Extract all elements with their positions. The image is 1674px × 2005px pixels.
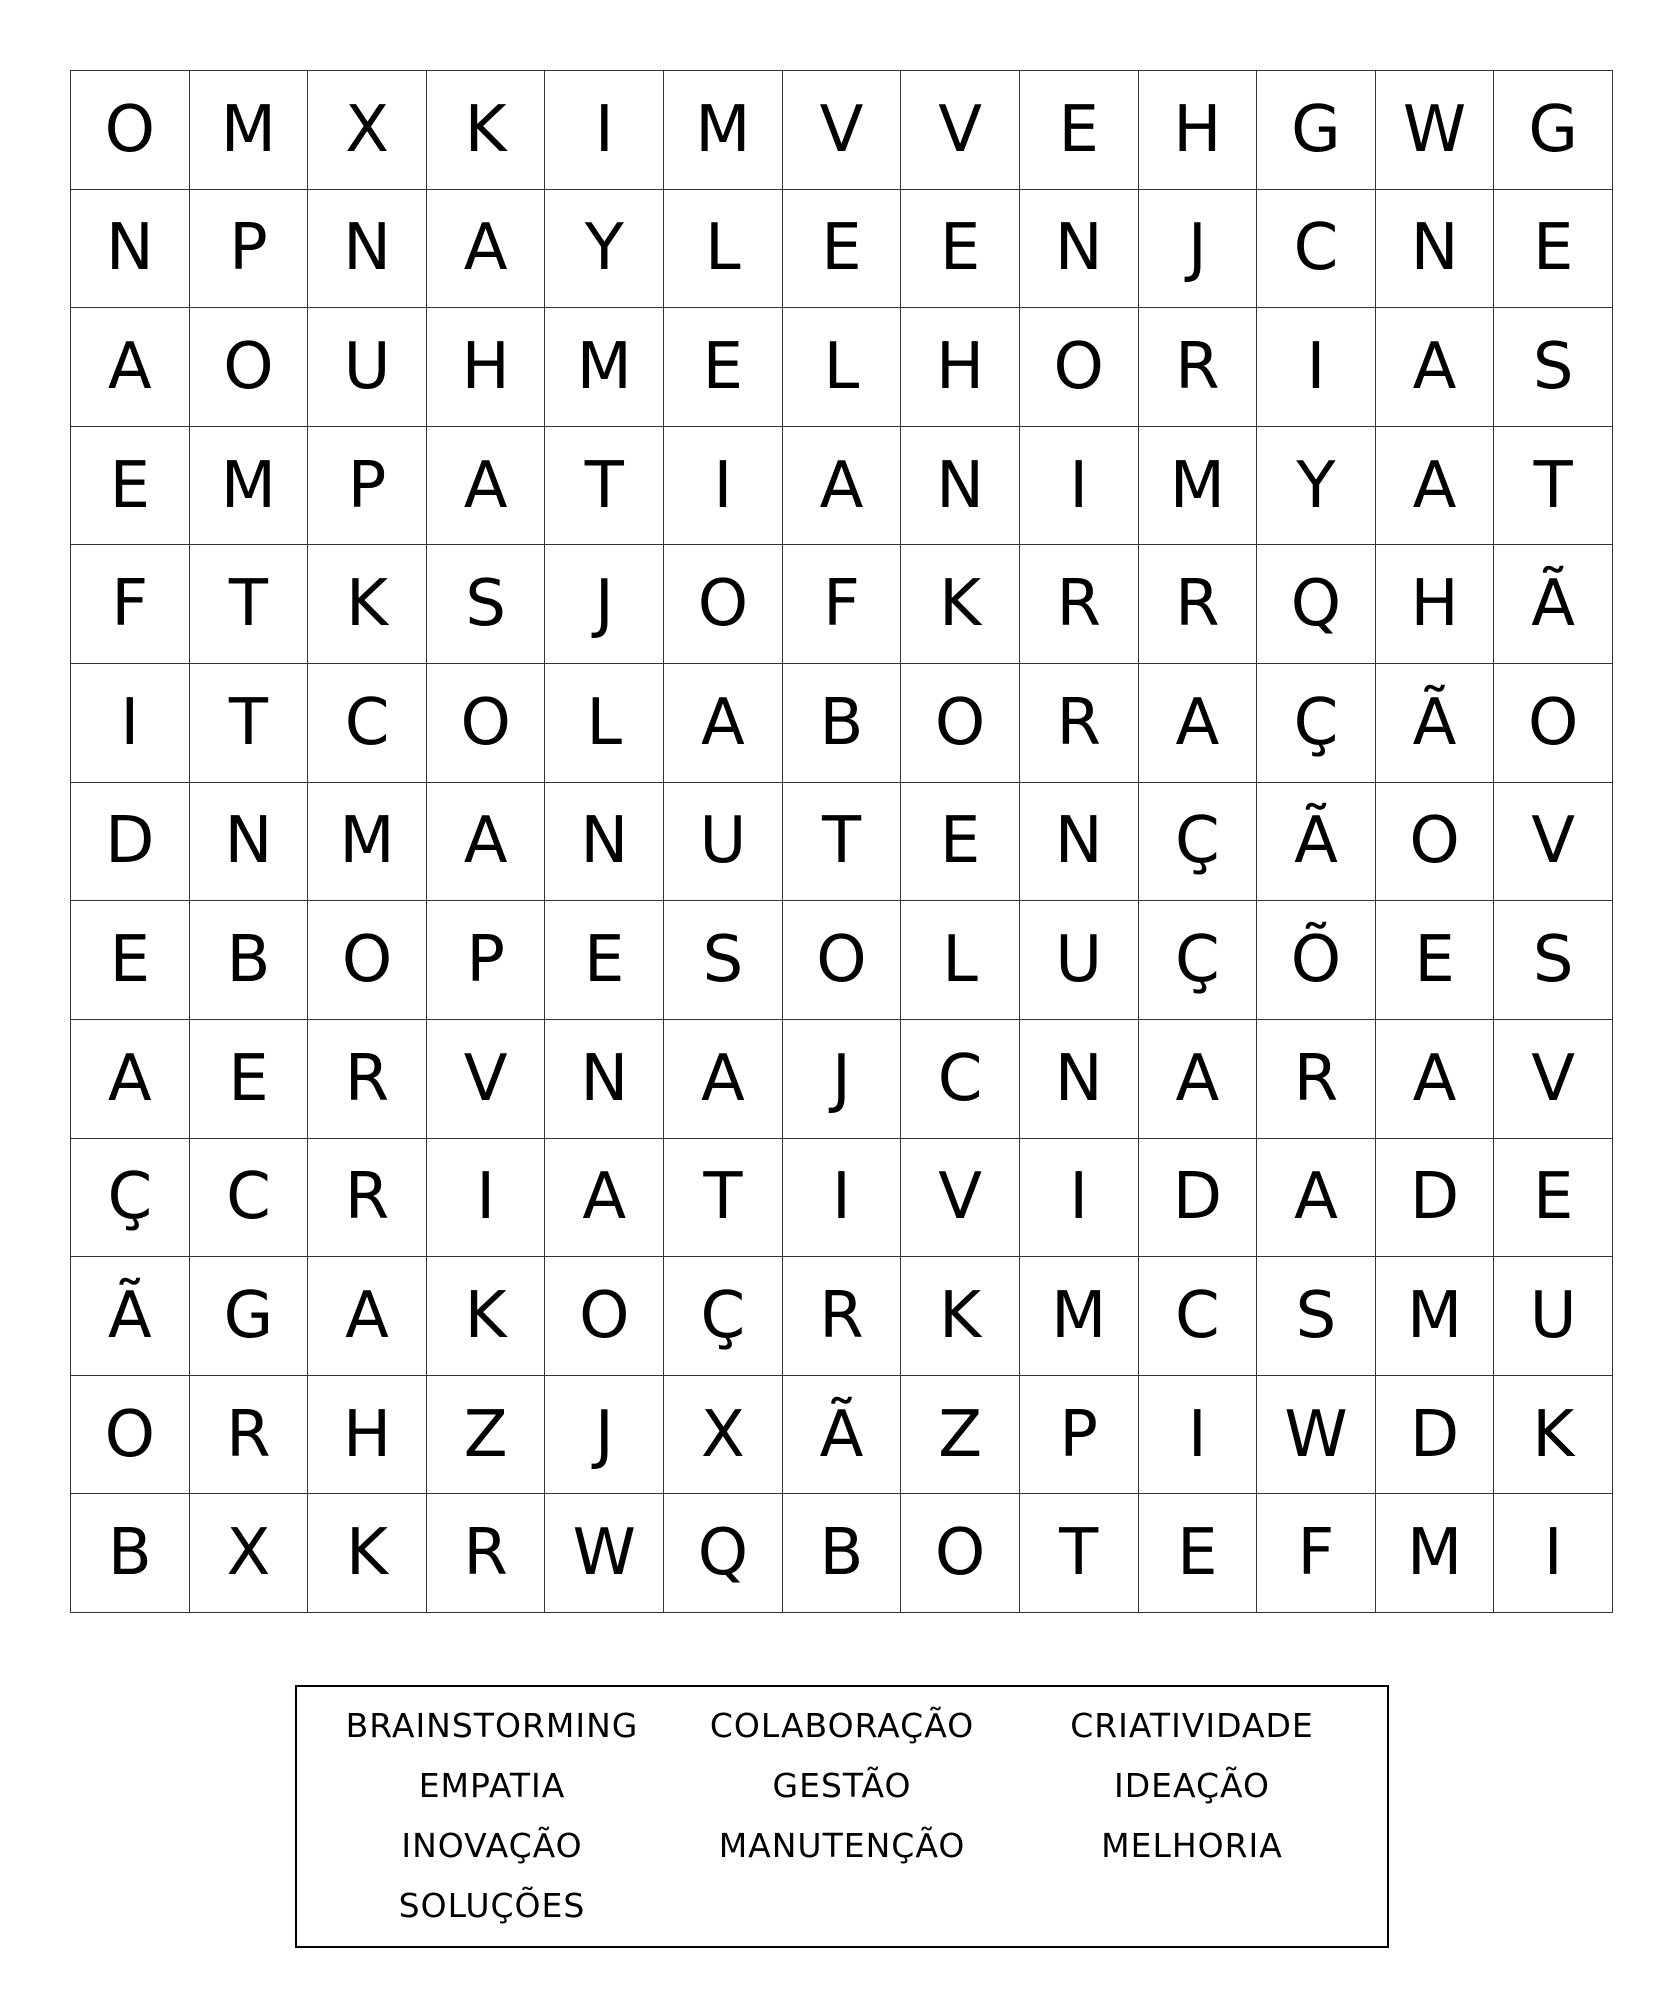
grid-cell[interactable]: R [190, 1376, 309, 1495]
grid-cell[interactable]: E [1494, 190, 1613, 309]
grid-cell[interactable]: A [545, 1139, 664, 1258]
grid-cell[interactable]: J [545, 545, 664, 664]
grid-cell[interactable]: M [545, 308, 664, 427]
grid-cell[interactable]: H [1376, 545, 1495, 664]
grid-cell[interactable]: D [1376, 1139, 1495, 1258]
grid-cell[interactable]: K [427, 1257, 546, 1376]
grid-cell[interactable]: H [1139, 71, 1258, 190]
word-bank-word: MELHORIA [1101, 1826, 1283, 1865]
grid-cell[interactable]: S [1257, 1257, 1376, 1376]
grid-cell[interactable]: L [901, 901, 1020, 1020]
grid-cell[interactable]: A [1376, 1020, 1495, 1139]
grid-cell[interactable]: T [664, 1139, 783, 1258]
grid-cell[interactable]: E [1020, 71, 1139, 190]
grid-cell[interactable]: P [308, 427, 427, 546]
grid-cell[interactable]: W [1376, 71, 1495, 190]
grid-cell[interactable]: Q [664, 1494, 783, 1613]
grid-cell[interactable]: M [308, 783, 427, 902]
grid-cell[interactable]: F [783, 545, 902, 664]
word-bank-word: BRAINSTORMING [345, 1706, 639, 1745]
grid-cell[interactable]: E [1139, 1494, 1258, 1613]
grid-cell[interactable]: O [664, 545, 783, 664]
grid-cell[interactable]: I [664, 427, 783, 546]
word-bank-word: CRIATIVIDADE [1070, 1706, 1314, 1745]
grid-cell[interactable]: X [190, 1494, 309, 1613]
grid-cell[interactable]: G [1257, 71, 1376, 190]
grid-cell[interactable]: Ã [71, 1257, 190, 1376]
grid-cell[interactable]: T [190, 545, 309, 664]
grid-cell[interactable]: T [1494, 427, 1613, 546]
grid-cell[interactable]: R [1257, 1020, 1376, 1139]
grid-cell[interactable]: M [1376, 1494, 1495, 1613]
grid-cell[interactable]: L [783, 308, 902, 427]
grid-cell[interactable]: A [1376, 427, 1495, 546]
grid-cell[interactable]: N [71, 190, 190, 309]
word-bank-column [667, 1705, 1017, 1932]
grid-cell[interactable]: O [901, 664, 1020, 783]
grid-cell[interactable]: J [1139, 190, 1258, 309]
grid-cell[interactable]: V [901, 1139, 1020, 1258]
grid-cell[interactable]: E [71, 427, 190, 546]
grid-cell[interactable]: R [427, 1494, 546, 1613]
word-bank-word: COLABORAÇÃO [709, 1706, 975, 1745]
grid-cell[interactable]: H [308, 1376, 427, 1495]
grid-cell[interactable]: M [1020, 1257, 1139, 1376]
grid-cell[interactable]: R [308, 1139, 427, 1258]
grid-cell[interactable]: N [1020, 783, 1139, 902]
grid-cell[interactable]: Ç [1139, 783, 1258, 902]
grid-cell[interactable]: P [427, 901, 546, 1020]
grid-cell[interactable]: S [1494, 901, 1613, 1020]
grid-cell[interactable]: R [1020, 545, 1139, 664]
grid-cell[interactable]: A [427, 783, 546, 902]
grid-cell[interactable]: H [901, 308, 1020, 427]
grid-cell[interactable]: Ç [1257, 664, 1376, 783]
grid-cell[interactable]: R [1139, 308, 1258, 427]
grid-cell[interactable]: W [1257, 1376, 1376, 1495]
grid-cell[interactable]: B [783, 1494, 902, 1613]
grid-cell[interactable]: D [71, 783, 190, 902]
grid-cell[interactable]: R [308, 1020, 427, 1139]
grid-cell[interactable]: J [783, 1020, 902, 1139]
grid-cell[interactable]: K [901, 545, 1020, 664]
grid-cell[interactable]: M [190, 427, 309, 546]
grid-cell[interactable]: Ç [71, 1139, 190, 1258]
grid-cell[interactable]: W [545, 1494, 664, 1613]
grid-cell[interactable]: B [71, 1494, 190, 1613]
grid-cell[interactable]: T [783, 783, 902, 902]
grid-cell[interactable]: N [1020, 190, 1139, 309]
grid-cell[interactable]: R [1139, 545, 1258, 664]
grid-cell[interactable]: N [545, 783, 664, 902]
grid-cell[interactable]: A [783, 427, 902, 546]
grid-cell[interactable]: O [1494, 664, 1613, 783]
grid-cell[interactable]: A [427, 427, 546, 546]
word-bank [295, 1685, 1389, 1948]
grid-cell[interactable]: Ã [1494, 545, 1613, 664]
grid-cell[interactable]: A [664, 1020, 783, 1139]
grid-cell[interactable]: A [71, 1020, 190, 1139]
grid-cell[interactable]: K [308, 545, 427, 664]
grid-cell[interactable]: C [190, 1139, 309, 1258]
grid-cell[interactable]: O [1376, 783, 1495, 902]
grid-cell[interactable]: K [308, 1494, 427, 1613]
grid-cell[interactable]: Z [427, 1376, 546, 1495]
grid-cell[interactable]: I [1020, 1139, 1139, 1258]
grid-cell[interactable]: C [308, 664, 427, 783]
grid-cell[interactable]: L [545, 664, 664, 783]
grid-cell[interactable]: U [1020, 901, 1139, 1020]
grid-cell[interactable]: V [427, 1020, 546, 1139]
grid-cell[interactable]: A [308, 1257, 427, 1376]
grid-cell[interactable]: J [545, 1376, 664, 1495]
grid-cell[interactable]: I [1257, 308, 1376, 427]
grid-cell[interactable]: E [190, 1020, 309, 1139]
grid-cell[interactable]: U [664, 783, 783, 902]
grid-cell[interactable]: U [1494, 1257, 1613, 1376]
grid-cell[interactable]: G [190, 1257, 309, 1376]
grid-cell[interactable]: E [545, 901, 664, 1020]
grid-cell[interactable]: F [71, 545, 190, 664]
grid-cell[interactable]: G [1494, 71, 1613, 190]
grid-cell[interactable]: A [427, 190, 546, 309]
grid-cell[interactable]: I [427, 1139, 546, 1258]
grid-cell[interactable]: L [664, 190, 783, 309]
grid-cell[interactable]: T [190, 664, 309, 783]
grid-cell[interactable]: V [783, 71, 902, 190]
grid-cell[interactable]: S [1494, 308, 1613, 427]
word-bank-column [317, 1705, 667, 1932]
grid-cell[interactable]: X [308, 71, 427, 190]
word-bank-word: EMPATIA [418, 1766, 566, 1805]
grid-cell[interactable]: I [545, 71, 664, 190]
grid-cell[interactable]: O [308, 901, 427, 1020]
grid-cell[interactable]: M [1376, 1257, 1495, 1376]
grid-cell[interactable]: Ã [1257, 783, 1376, 902]
grid-cell[interactable]: O [71, 1376, 190, 1495]
grid-cell[interactable]: V [901, 71, 1020, 190]
grid-cell[interactable]: O [427, 664, 546, 783]
grid-cell[interactable]: M [1139, 427, 1258, 546]
grid-cell[interactable]: Ç [1139, 901, 1258, 1020]
grid-cell[interactable]: T [545, 427, 664, 546]
grid-cell[interactable]: F [1257, 1494, 1376, 1613]
grid-cell[interactable]: N [190, 783, 309, 902]
word-bank-column [1017, 1705, 1367, 1932]
grid-cell[interactable]: N [901, 427, 1020, 546]
grid-cell[interactable]: C [1139, 1257, 1258, 1376]
grid-cell[interactable]: A [1257, 1139, 1376, 1258]
grid-cell[interactable]: T [1020, 1494, 1139, 1613]
grid-cell[interactable]: K [1494, 1376, 1613, 1495]
grid-cell[interactable]: A [1139, 664, 1258, 783]
grid-cell[interactable]: I [783, 1139, 902, 1258]
grid-cell[interactable]: X [664, 1376, 783, 1495]
grid-cell[interactable]: E [1494, 1139, 1613, 1258]
grid-cell[interactable]: I [1139, 1376, 1258, 1495]
word-bank-word: INOVAÇÃO [401, 1826, 583, 1865]
grid-cell[interactable]: R [1020, 664, 1139, 783]
grid-cell[interactable]: C [901, 1020, 1020, 1139]
word-bank-word: SOLUÇÕES [398, 1886, 586, 1925]
letter-grid [70, 70, 1613, 1613]
grid-cell[interactable]: Z [901, 1376, 1020, 1495]
grid-cell[interactable]: E [1376, 901, 1495, 1020]
grid-cell[interactable]: K [901, 1257, 1020, 1376]
grid-cell[interactable]: Ç [664, 1257, 783, 1376]
grid-cell[interactable]: V [1494, 783, 1613, 902]
grid-cell[interactable]: O [545, 1257, 664, 1376]
grid-cell[interactable]: E [901, 783, 1020, 902]
grid-cell[interactable]: A [664, 664, 783, 783]
grid-cell[interactable]: O [1020, 308, 1139, 427]
grid-cell[interactable]: U [308, 308, 427, 427]
grid-cell[interactable]: S [427, 545, 546, 664]
word-bank-word: GESTÃO [772, 1766, 912, 1805]
grid-cell[interactable]: E [901, 190, 1020, 309]
grid-cell[interactable]: V [1494, 1020, 1613, 1139]
grid-cell[interactable]: H [427, 308, 546, 427]
grid-cell[interactable]: N [1376, 190, 1495, 309]
grid-cell[interactable]: Y [545, 190, 664, 309]
grid-cell[interactable]: Ã [783, 1376, 902, 1495]
grid-cell[interactable]: A [1376, 308, 1495, 427]
grid-cell[interactable]: A [1139, 1020, 1258, 1139]
grid-cell[interactable]: E [664, 308, 783, 427]
grid-cell[interactable]: I [1020, 427, 1139, 546]
grid-cell[interactable]: B [783, 664, 902, 783]
grid-cell[interactable]: O [190, 308, 309, 427]
grid-cell[interactable]: R [783, 1257, 902, 1376]
grid-cell[interactable]: E [71, 901, 190, 1020]
grid-cell[interactable]: B [190, 901, 309, 1020]
grid-cell[interactable]: N [1020, 1020, 1139, 1139]
grid-cell[interactable]: P [1020, 1376, 1139, 1495]
grid-cell[interactable]: M [664, 71, 783, 190]
word-bank-word: MANUTENÇÃO [718, 1826, 966, 1865]
word-bank-word: IDEAÇÃO [1114, 1766, 1270, 1805]
grid-cell[interactable]: K [427, 71, 546, 190]
grid-cell[interactable]: O [901, 1494, 1020, 1613]
grid-cell[interactable]: M [190, 71, 309, 190]
grid-cell[interactable]: C [1257, 190, 1376, 309]
grid-cell[interactable]: A [71, 308, 190, 427]
grid-cell[interactable]: D [1376, 1376, 1495, 1495]
grid-cell[interactable]: Ã [1376, 664, 1495, 783]
grid-cell[interactable]: Y [1257, 427, 1376, 546]
grid-cell[interactable]: E [783, 190, 902, 309]
grid-cell[interactable]: D [1139, 1139, 1258, 1258]
grid-cell[interactable]: I [71, 664, 190, 783]
grid-cell[interactable]: O [71, 71, 190, 190]
grid-cell[interactable]: O [783, 901, 902, 1020]
grid-cell[interactable]: N [308, 190, 427, 309]
grid-cell[interactable]: N [545, 1020, 664, 1139]
grid-cell[interactable]: Q [1257, 545, 1376, 664]
grid-cell[interactable]: I [1494, 1494, 1613, 1613]
grid-cell[interactable]: P [190, 190, 309, 309]
grid-cell[interactable]: S [664, 901, 783, 1020]
grid-cell[interactable]: Õ [1257, 901, 1376, 1020]
